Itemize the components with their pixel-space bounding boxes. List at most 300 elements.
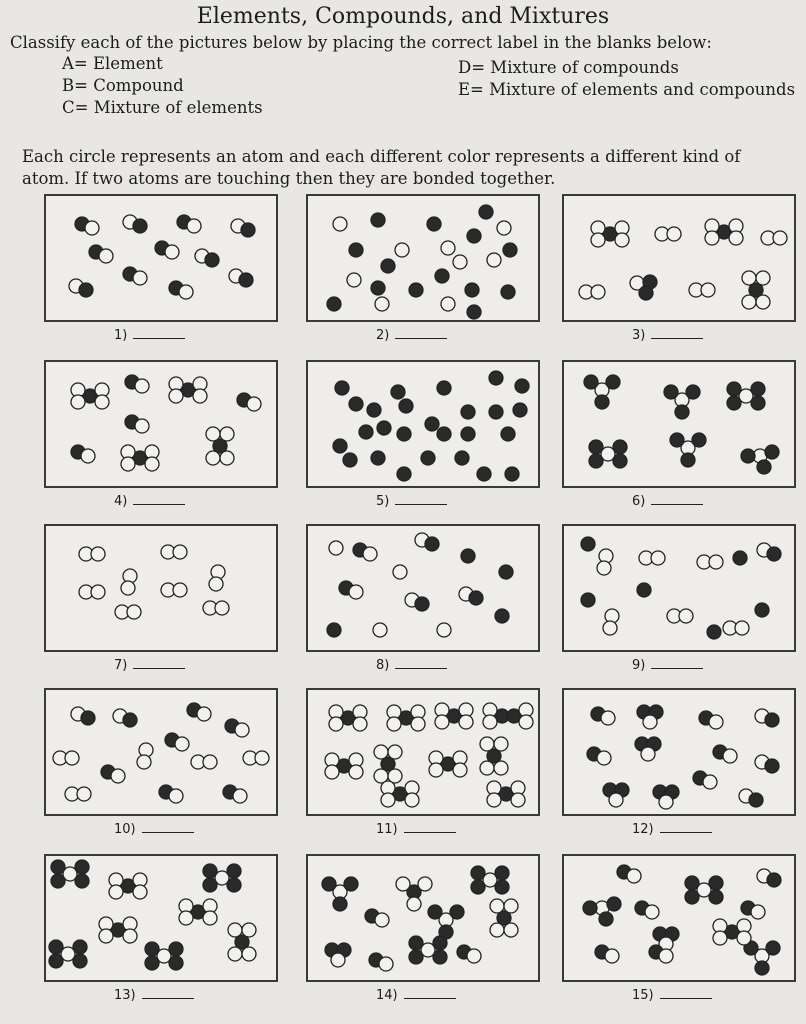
molecule	[65, 787, 91, 801]
molecule	[75, 217, 99, 235]
light-atom	[597, 561, 611, 575]
light-atom	[99, 929, 113, 943]
molecule	[393, 565, 407, 579]
dark-atom	[391, 385, 405, 399]
dark-atom	[670, 433, 684, 447]
light-atom	[679, 609, 693, 623]
molecule-drawing	[308, 526, 538, 650]
molecule	[428, 905, 464, 939]
molecule	[465, 283, 479, 297]
molecule-drawing	[564, 856, 794, 980]
molecule	[409, 283, 423, 297]
problem-number: 9)	[632, 658, 646, 673]
dark-atom	[425, 537, 439, 551]
dark-atom	[709, 876, 723, 890]
dark-atom	[637, 583, 651, 597]
picture-panel-8	[306, 524, 540, 652]
dark-atom	[727, 382, 741, 396]
dark-atom	[377, 421, 391, 435]
dark-atom	[727, 396, 741, 410]
light-atom	[480, 737, 494, 751]
dark-atom	[145, 942, 159, 956]
molecule	[359, 425, 373, 439]
dark-atom	[664, 385, 678, 399]
dark-atom	[169, 956, 183, 970]
dark-atom	[607, 897, 621, 911]
answer-label-10	[114, 820, 194, 837]
light-atom	[480, 761, 494, 775]
molecule	[637, 583, 651, 597]
molecule	[461, 405, 475, 419]
molecule	[584, 375, 620, 409]
dark-atom	[685, 890, 699, 904]
dark-atom	[327, 297, 341, 311]
dark-atom	[437, 381, 451, 395]
answer-blank[interactable]	[142, 820, 194, 833]
dark-atom	[75, 874, 89, 888]
dark-atom	[471, 880, 485, 894]
dark-atom	[359, 425, 373, 439]
molecule	[761, 231, 787, 245]
answer-blank[interactable]	[395, 656, 447, 669]
light-atom	[709, 555, 723, 569]
picture-panel-6	[562, 360, 796, 488]
answer-blank[interactable]	[651, 492, 703, 505]
light-atom	[615, 233, 629, 247]
answer-blank[interactable]	[660, 820, 712, 833]
problem-number: 12)	[632, 822, 654, 837]
light-atom	[713, 931, 727, 945]
molecule	[228, 923, 256, 961]
answer-label-5	[376, 492, 447, 509]
dark-atom	[515, 379, 529, 393]
light-atom	[228, 947, 242, 961]
option-c: C= Mixture of elements	[62, 98, 263, 117]
dark-atom	[581, 537, 595, 551]
molecule	[689, 283, 715, 297]
molecule	[365, 909, 389, 927]
molecule	[697, 555, 723, 569]
molecule	[583, 897, 621, 926]
light-atom	[387, 717, 401, 731]
dark-atom	[469, 591, 483, 605]
light-atom	[407, 897, 421, 911]
molecule	[125, 415, 149, 433]
molecule	[125, 375, 149, 393]
option-b: B= Compound	[62, 76, 184, 95]
answer-label-15	[632, 986, 712, 1003]
light-atom	[123, 929, 137, 943]
molecule-drawing	[46, 526, 276, 650]
molecule	[630, 275, 657, 300]
molecule	[369, 953, 393, 971]
light-atom	[511, 793, 525, 807]
dark-atom	[335, 381, 349, 395]
molecule-drawing	[308, 690, 538, 814]
molecule	[635, 737, 661, 761]
molecule	[457, 945, 481, 963]
picture-panel-4	[44, 360, 278, 488]
molecule	[685, 876, 723, 904]
dark-atom	[461, 549, 475, 563]
molecule	[490, 899, 518, 937]
dark-atom	[495, 609, 509, 623]
dark-atom	[613, 440, 627, 454]
molecule	[115, 605, 141, 619]
molecule	[461, 549, 475, 563]
answer-label-11	[376, 820, 456, 837]
answer-blank[interactable]	[404, 820, 456, 833]
molecule	[395, 243, 409, 257]
dark-atom	[599, 912, 613, 926]
light-atom	[705, 231, 719, 245]
molecule	[461, 427, 475, 441]
dark-atom	[227, 878, 241, 892]
dark-atom	[371, 281, 385, 295]
molecule	[101, 765, 125, 783]
molecule	[415, 533, 439, 551]
light-atom	[627, 869, 641, 883]
molecule	[325, 753, 363, 779]
dark-atom	[421, 451, 435, 465]
answer-blank[interactable]	[133, 326, 185, 339]
molecule	[71, 383, 109, 409]
light-atom	[643, 715, 657, 729]
molecule	[501, 427, 515, 441]
dark-atom	[371, 451, 385, 465]
problem-number: 5)	[376, 494, 390, 509]
picture-panel-14	[306, 854, 540, 982]
dark-atom	[709, 890, 723, 904]
light-atom	[109, 885, 123, 899]
molecule	[744, 941, 780, 975]
molecule	[670, 433, 706, 467]
light-atom	[504, 899, 518, 913]
dark-atom	[461, 405, 475, 419]
dark-atom	[322, 877, 336, 891]
molecule	[397, 427, 411, 441]
molecule	[755, 709, 779, 727]
molecule	[693, 771, 717, 789]
light-atom	[429, 763, 443, 777]
light-atom	[483, 715, 497, 729]
picture-panel-9	[562, 524, 796, 652]
dark-atom	[203, 864, 217, 878]
answer-blank[interactable]	[133, 656, 185, 669]
molecule	[617, 865, 641, 883]
dark-atom	[755, 603, 769, 617]
molecule	[187, 703, 211, 721]
dark-atom	[707, 625, 721, 639]
molecule	[399, 399, 413, 413]
light-atom	[742, 271, 756, 285]
answer-blank[interactable]	[142, 986, 194, 999]
molecule	[374, 745, 402, 783]
molecule	[429, 751, 467, 777]
light-atom	[490, 923, 504, 937]
light-atom	[487, 253, 501, 267]
molecule-drawing	[46, 362, 276, 486]
molecule	[375, 297, 389, 311]
molecule	[191, 755, 217, 769]
molecule	[387, 705, 425, 731]
molecule	[353, 543, 377, 561]
molecule	[79, 547, 105, 561]
light-atom	[374, 745, 388, 759]
light-atom	[91, 585, 105, 599]
problem-number: 2)	[376, 328, 390, 343]
light-atom	[504, 923, 518, 937]
light-atom	[133, 885, 147, 899]
light-atom	[467, 949, 481, 963]
problem-number: 10)	[114, 822, 136, 837]
light-atom	[737, 931, 751, 945]
molecule	[169, 377, 207, 403]
dark-atom	[428, 905, 442, 919]
dark-atom	[505, 467, 519, 481]
light-atom	[179, 285, 193, 299]
molecule	[367, 403, 381, 417]
molecule	[741, 445, 779, 474]
problem-number: 13)	[114, 988, 136, 1003]
molecule	[203, 601, 229, 615]
picture-panel-3	[562, 194, 796, 322]
dark-atom	[409, 936, 423, 950]
light-atom	[95, 395, 109, 409]
molecule	[579, 285, 605, 299]
molecule	[373, 623, 387, 637]
dark-atom	[51, 860, 65, 874]
dark-atom	[685, 876, 699, 890]
light-atom	[591, 285, 605, 299]
light-atom	[347, 273, 361, 287]
molecule	[377, 421, 391, 435]
dark-atom	[133, 219, 147, 233]
dark-atom	[681, 453, 695, 467]
light-atom	[203, 755, 217, 769]
dark-atom	[741, 449, 755, 463]
molecule	[755, 603, 769, 617]
picture-panel-12	[562, 688, 796, 816]
light-atom	[333, 217, 347, 231]
dark-atom	[581, 593, 595, 607]
dark-atom	[461, 427, 475, 441]
light-atom	[71, 395, 85, 409]
molecule-drawing	[308, 362, 538, 486]
answer-blank[interactable]	[395, 326, 447, 339]
molecule	[421, 451, 435, 465]
light-atom	[723, 749, 737, 763]
molecule	[597, 549, 613, 575]
light-atom	[187, 219, 201, 233]
dark-atom	[613, 454, 627, 468]
light-atom	[591, 233, 605, 247]
molecule	[177, 215, 201, 233]
molecule-drawing	[308, 196, 538, 320]
molecule	[707, 625, 721, 639]
answer-label-8	[376, 656, 447, 673]
problem-number: 4)	[114, 494, 128, 509]
light-atom	[751, 905, 765, 919]
molecule	[587, 747, 611, 765]
answer-blank[interactable]	[404, 986, 456, 999]
molecule	[161, 545, 187, 559]
molecule	[727, 382, 765, 410]
problem-number: 7)	[114, 658, 128, 673]
molecule	[349, 243, 363, 257]
dark-atom	[477, 467, 491, 481]
dark-atom	[765, 713, 779, 727]
molecule	[335, 381, 349, 395]
option-e: E= Mixture of elements and compounds	[458, 80, 796, 99]
molecule	[603, 783, 629, 807]
light-atom	[497, 221, 511, 235]
instructions: Classify each of the pictures below by placing the correct label in the blanks below:	[10, 33, 712, 52]
molecule	[513, 403, 527, 417]
molecule-drawing	[564, 196, 794, 320]
light-atom	[255, 751, 269, 765]
light-atom	[756, 271, 770, 285]
molecule	[339, 581, 363, 599]
note-line-2: atom. If two atoms are touching then they are bonded together.	[22, 169, 556, 188]
light-atom	[701, 283, 715, 297]
light-atom	[405, 793, 419, 807]
molecule	[347, 273, 361, 287]
dark-atom	[455, 451, 469, 465]
problem-number: 8)	[376, 658, 390, 673]
molecule	[757, 869, 781, 887]
answer-blank[interactable]	[133, 492, 185, 505]
light-atom	[651, 551, 665, 565]
dark-atom	[584, 375, 598, 389]
molecule	[489, 405, 503, 419]
light-atom	[233, 789, 247, 803]
dark-atom	[381, 259, 395, 273]
molecule	[113, 709, 137, 727]
molecule	[453, 255, 467, 269]
dark-atom	[415, 597, 429, 611]
molecule	[155, 241, 179, 259]
molecule	[741, 901, 765, 919]
molecule	[329, 705, 367, 731]
light-atom	[77, 787, 91, 801]
molecule	[477, 467, 491, 481]
light-atom	[242, 923, 256, 937]
dark-atom	[433, 950, 447, 964]
light-atom	[487, 793, 501, 807]
light-atom	[388, 745, 402, 759]
molecule	[349, 397, 363, 411]
molecule	[79, 585, 105, 599]
dark-atom	[751, 382, 765, 396]
molecule	[145, 942, 183, 970]
molecule	[455, 451, 469, 465]
molecule	[653, 785, 679, 809]
molecule-drawing	[564, 690, 794, 814]
light-atom	[597, 751, 611, 765]
molecule	[497, 221, 511, 235]
light-atom	[81, 449, 95, 463]
picture-panel-1	[44, 194, 278, 322]
molecule	[329, 541, 343, 555]
answer-label-14	[376, 986, 456, 1003]
molecule	[381, 781, 419, 807]
dark-atom	[437, 427, 451, 441]
dark-atom	[397, 427, 411, 441]
dark-atom	[409, 283, 423, 297]
dark-atom	[465, 283, 479, 297]
molecule	[667, 609, 693, 623]
molecule	[231, 219, 255, 237]
problem-number: 1)	[114, 328, 128, 343]
dark-atom	[367, 403, 381, 417]
dark-atom	[749, 793, 763, 807]
light-atom	[435, 715, 449, 729]
light-atom	[353, 717, 367, 731]
picture-panel-7	[44, 524, 278, 652]
light-atom	[441, 241, 455, 255]
answer-blank[interactable]	[660, 986, 712, 999]
light-atom	[441, 297, 455, 311]
answer-blank[interactable]	[651, 326, 703, 339]
molecule	[121, 445, 159, 471]
molecule	[327, 297, 341, 311]
light-atom	[203, 911, 217, 925]
molecule	[322, 877, 358, 911]
light-atom	[209, 577, 223, 591]
molecule	[409, 936, 447, 964]
light-atom	[393, 565, 407, 579]
molecule	[391, 385, 405, 399]
light-atom	[490, 899, 504, 913]
dark-atom	[489, 371, 503, 385]
molecule	[371, 213, 385, 227]
light-atom	[145, 457, 159, 471]
dark-atom	[73, 954, 87, 968]
light-atom	[91, 547, 105, 561]
molecule	[51, 860, 89, 888]
dark-atom	[479, 205, 493, 219]
light-atom	[137, 755, 151, 769]
molecule	[137, 743, 153, 769]
light-atom	[173, 583, 187, 597]
molecule	[343, 453, 357, 467]
light-atom	[127, 605, 141, 619]
dark-atom	[205, 253, 219, 267]
dark-atom	[371, 213, 385, 227]
molecule	[381, 259, 395, 273]
light-atom	[135, 379, 149, 393]
molecule	[405, 593, 429, 611]
light-atom	[173, 545, 187, 559]
molecule	[483, 703, 533, 729]
light-atom	[667, 227, 681, 241]
light-atom	[742, 295, 756, 309]
molecule	[757, 543, 781, 561]
answer-blank[interactable]	[651, 656, 703, 669]
dark-atom	[765, 759, 779, 773]
dark-atom	[589, 440, 603, 454]
molecule	[209, 565, 225, 591]
answer-label-9	[632, 656, 703, 673]
light-atom	[375, 913, 389, 927]
molecule	[327, 623, 341, 637]
dark-atom	[686, 385, 700, 399]
molecule	[237, 393, 261, 411]
answer-blank[interactable]	[395, 492, 447, 505]
light-atom	[363, 547, 377, 561]
light-atom	[220, 451, 234, 465]
